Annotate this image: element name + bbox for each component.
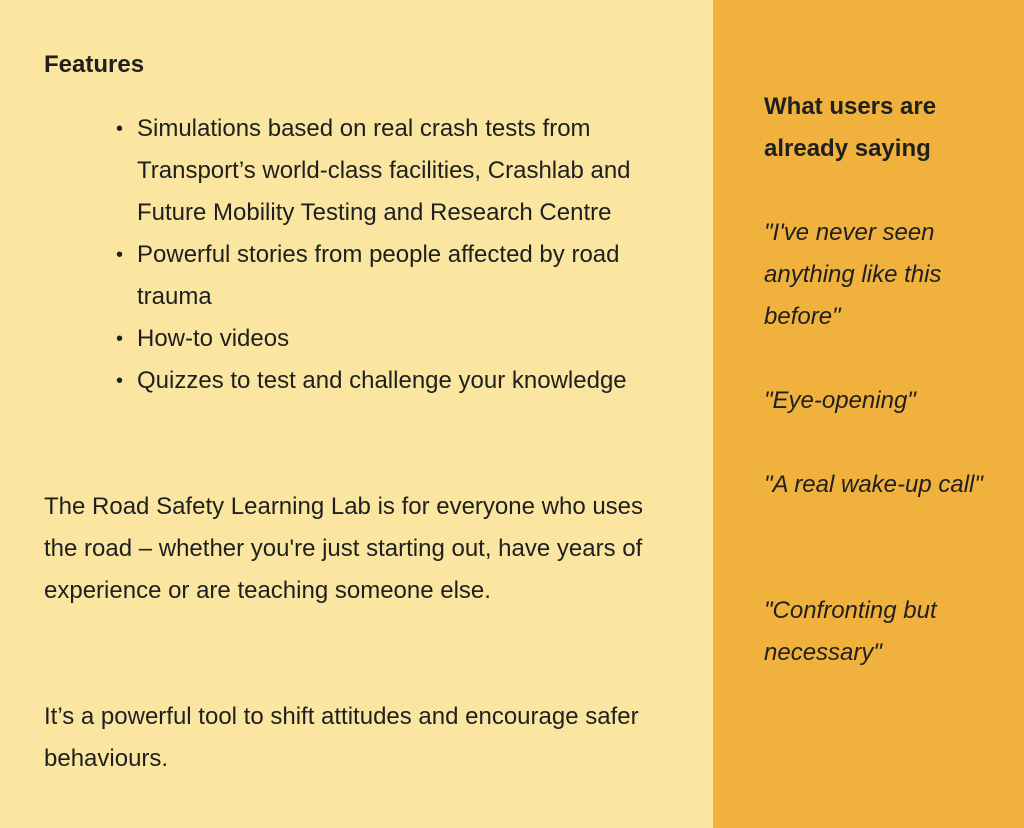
- testimonial-quote: "I've never seen anything like this before": [764, 219, 942, 330]
- testimonial-quote: "Eye-opening": [764, 387, 916, 414]
- testimonial-quote: "Confronting but necessary": [764, 597, 937, 666]
- purpose-paragraph: It’s a powerful tool to shift attitudes and encourage safer behaviours.: [44, 703, 639, 772]
- feature-item-crash-tests: • Simulations based on real crash tests from Transport’s world-class facilities, Crashlab and Future Mobility Testing and Research Centre: [137, 108, 667, 234]
- features-list: [137, 108, 667, 402]
- feature-item-how-to-videos: • How-to videos: [137, 318, 667, 360]
- audience-paragraph: The Road Safety Learning Lab is for everyone who uses the road – whether you're just starting out, have years of experience or are teaching someone else.: [44, 493, 644, 604]
- testimonials-heading: What users are already saying: [764, 93, 937, 162]
- testimonial-quote: "A real wake-up call": [764, 471, 983, 498]
- feature-item-quizzes: • Quizzes to test and challenge your knowledge: [137, 360, 667, 402]
- features-heading: Features: [44, 51, 145, 78]
- feature-item-stories: • Powerful stories from people affected by road trauma: [137, 234, 667, 318]
